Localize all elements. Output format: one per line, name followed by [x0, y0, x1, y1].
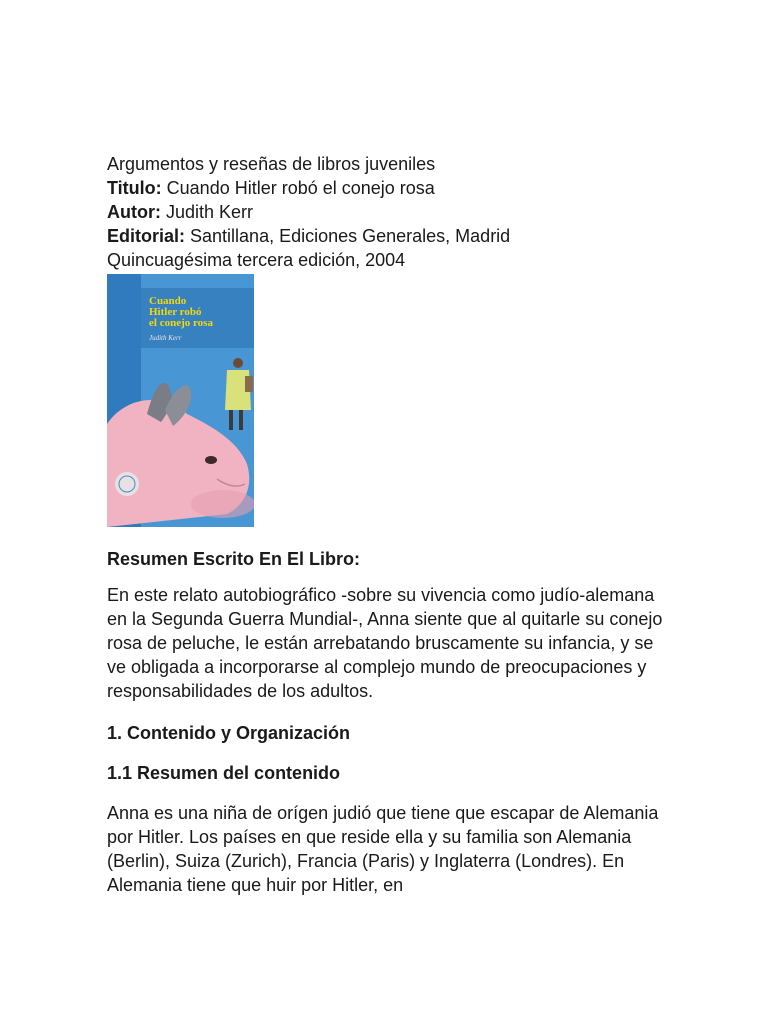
title-value: Cuando Hitler robó el conejo rosa — [161, 178, 435, 198]
cover-title-line: el conejo rosa — [149, 317, 213, 329]
author-value: Judith Kerr — [160, 202, 254, 222]
document-page — [107, 152, 667, 897]
book-edition-line: Quincuagésima tercera edición, 2004 — [107, 250, 406, 270]
summary-heading: Resumen Escrito En El Libro: — [107, 549, 361, 569]
subsection-heading: 1.1 Resumen del contenido — [107, 763, 341, 783]
book-publisher-line — [107, 224, 667, 248]
book-cover-image — [107, 274, 254, 527]
book-title-line — [107, 176, 667, 200]
book-author-line — [107, 200, 667, 224]
content-paragraph: Anna es una niña de orígen judió que tiene que escapar de Alemania por Hitler. Los países en que reside ella y su familia son Alemania (Berlin), Suiza (Zurich), Francia (Paris) y Inglaterra (Londres). En Alemania tiene que huir por Hitler, en — [107, 803, 659, 895]
title-label: Titulo: — [107, 178, 162, 198]
summary-paragraph: En este relato autobiográfico -sobre su vivencia como judío-alemana en la Segunda Guerra Mundial-, Anna siente que al quitarle su conejo rosa de peluche, le están arrebatando bruscamente su infancia, y se ve obligada a incorporarse al complejo mundo de preocupaciones y responsabilidades de los adultos. — [107, 585, 663, 701]
document-subject: Argumentos y reseñas de libros juveniles — [107, 154, 436, 174]
cover-title — [107, 296, 254, 329]
section-heading: 1. Contenido y Organización — [107, 723, 351, 743]
cover-title-line: Cuando — [149, 295, 187, 307]
cover-title-line: Hitler robó — [149, 306, 202, 318]
cover-author: Judith Kerr — [149, 334, 182, 342]
author-label: Autor: — [107, 202, 161, 222]
publisher-value: Santillana, Ediciones Generales, Madrid — [185, 226, 511, 246]
publisher-label: Editorial: — [107, 226, 186, 246]
